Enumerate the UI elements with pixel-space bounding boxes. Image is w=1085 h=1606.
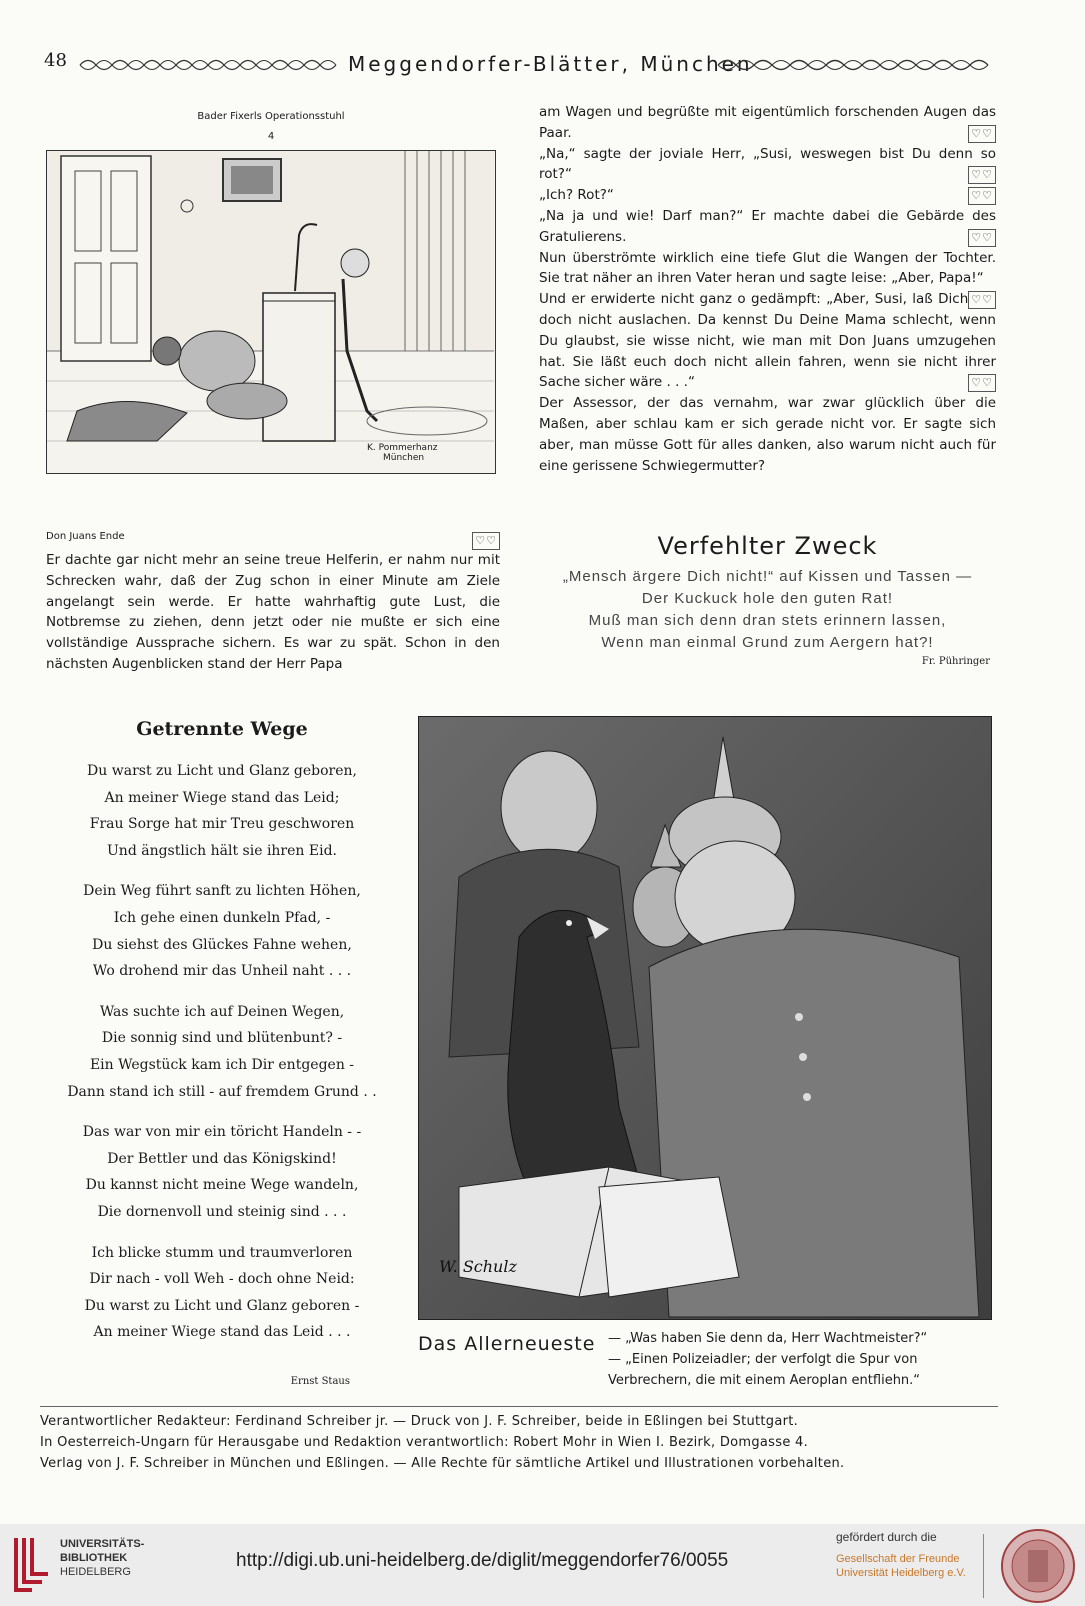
story-paragraph [539, 102, 996, 144]
story-subtitle: Don Juans Ende [46, 531, 125, 542]
sponsor-divider [983, 1534, 984, 1598]
story-paragraph-text: „Ich? Rot?“ [539, 187, 614, 204]
poem-stanza [46, 878, 398, 984]
poem-line: Ich blicke stumm und traumverloren [91, 1244, 353, 1261]
story-paragraph-text: am Wagen und begrüßte mit eigentümlich forschenden Augen das Paar. [539, 104, 996, 141]
university-seal-icon [1000, 1528, 1076, 1604]
poem-line: Ein Wegstück kam ich Dir entgegen - [89, 1056, 355, 1073]
illustration1-signature [367, 443, 438, 463]
sponsor-name [836, 1552, 966, 1580]
heart-ornament-icon: ♡♡ [472, 532, 500, 550]
poem-line: Du warst zu Licht und Glanz geboren - [84, 1297, 360, 1314]
sponsor-label: gefördert durch die [836, 1530, 937, 1544]
poem-line: Frau Sorge hat mir Treu geschworen [89, 816, 355, 833]
story-paragraph [539, 144, 996, 186]
poem-line: Die sonnig sind und blütenbunt? - [101, 1030, 343, 1047]
poem-gw-title: Getrennte Wege [136, 718, 308, 740]
heart-ornament-icon: ♡♡ [968, 229, 996, 247]
story-left-text: Er dachte gar nicht mehr an seine treue Helferin, er nahm nur mit Schrecken wahr, daß der Zug schon in einer Minute am Ziele angelangt sein werde. Er hatte wahrhaftig gute Lust, die Notbremse zu ziehen, denn jetzt oder nie mußte er sich eine vollständige Aussprache sichern. Es war zu spät. Schon in den nächsten Augenblicken stand der Herr Papa [46, 552, 500, 672]
story-paragraph [539, 185, 996, 206]
illustration1-title: Bader Fixerls Operationsstuhl [197, 111, 345, 122]
caption-line: — „Einen Polizeiadler; der verfolgt die Spur von [608, 1352, 918, 1367]
illustration1-drawing [47, 151, 494, 472]
story-subtitle-row [46, 530, 500, 547]
imprint-line: Verantwortlicher Redakteur: Ferdinand Schreiber jr. — Druck von J. F. Schreiber, beide in Eßlingen bei Stuttgart. [40, 1414, 799, 1429]
story-paragraph [539, 289, 996, 393]
poem-vz-author: Fr. Pühringer [921, 656, 990, 667]
poem-line: Dann stand ich still - auf fremdem Grund . . [67, 1083, 377, 1100]
poem-gw-body [46, 758, 398, 1360]
poem-line: Du siehst des Glückes Fahne wehen, [92, 936, 352, 953]
poem-line: Das war von mir ein töricht Handeln - - [82, 1124, 362, 1141]
poem-line: Und ängstlich hält sie ihren Eid. [107, 842, 337, 859]
poem-line: Was suchte ich auf Deinen Wegen, [99, 1003, 345, 1020]
poem-gw-author: Ernst Staus [290, 1376, 350, 1387]
illustration1-signature-name: K. Pommerhanz [367, 443, 438, 453]
illustration2-title: Das Allerneueste [418, 1333, 596, 1355]
illustration1-caption [46, 107, 496, 147]
header-title: Meggendorfer-Blätter, München [348, 52, 753, 76]
caption-line: — „Was haben Sie denn da, Herr Wachtmeister?“ [608, 1331, 928, 1346]
library-name-line: BIBLIOTHEK [60, 1552, 128, 1564]
imprint-line: Verlag von J. F. Schreiber in München und Eßlingen. — Alle Rechte für sämtliche Artikel und Illustrationen vorbehalten. [40, 1456, 845, 1471]
poem-line: Der Bettler und das Königskind! [107, 1150, 337, 1167]
caption-line: Verbrechern, die mit einem Aeroplan entfliehn.“ [608, 1373, 921, 1388]
header-ornament-right [716, 56, 998, 74]
poem-stanza [46, 758, 398, 864]
story-paragraph-text: „Na,“ sagte der joviale Herr, „Susi, weswegen bist Du denn so rot?“ [539, 145, 996, 183]
heart-ornament-icon: ♡♡ [968, 125, 996, 143]
poem-line: Die dornenvoll und steinig sind . . . [97, 1203, 347, 1220]
heart-ornament-icon: ♡♡ [968, 166, 996, 184]
imprint-divider [40, 1406, 998, 1407]
imprint [40, 1411, 1000, 1474]
heart-ornament-icon: ♡♡ [968, 291, 996, 309]
page-number: 48 [44, 50, 67, 71]
illustration2-signature: W. Schulz [439, 1257, 517, 1276]
story-paragraph-text: Und er erwiderte nicht ganz o gedämpft: „Aber, Susi, laß Dich doch nicht auslachen. Da kennst Du Deine Mama schlecht, wenn Du glaubst, sie wisse nicht, wie man mit Don Juans umzugehen hat. Sie läßt euch doch nicht allein fahren, wenn sie nicht ihrer Sache sicher wäre . . .“ [539, 291, 996, 391]
poem-line: An meiner Wiege stand das Leid . . . [93, 1324, 351, 1341]
poem-stanza [46, 999, 398, 1105]
poem-stanza [46, 1240, 398, 1346]
illustration2-drawing [419, 717, 991, 1319]
sponsor-name-line: Universität Heidelberg e.V. [836, 1567, 966, 1579]
story-paragraph-text: Nun überströmte wirklich eine tiefe Glut die Wangen der Tochter. Sie trat näher an ihren Vater heran und sagte leise: „Aber, Papa!“ [539, 249, 996, 287]
poem-line: Du warst zu Licht und Glanz geboren, [87, 763, 357, 779]
poem-line: Ich gehe einen dunkeln Pfad, - [113, 909, 331, 926]
illustration2-caption [608, 1328, 996, 1391]
university-library-logo-icon [12, 1532, 52, 1596]
library-name-line: HEIDELBERG [60, 1566, 131, 1578]
poem-line: Dir nach - voll Weh - doch ohne Neid: [89, 1271, 355, 1288]
story-paragraph [539, 393, 996, 476]
header-ornament-left [78, 56, 340, 74]
imprint-line: In Oesterreich-Ungarn für Herausgabe und Redaktion verantwortlich: Robert Mohr in Wien I. Bezirk, Domgasse 4. [40, 1435, 809, 1450]
poem-line: Du kannst nicht meine Wege wandeln, [85, 1177, 359, 1194]
story-paragraph-text: Der Assessor, der das vernahm, war zwar glücklich über die Maßen, aber schlau kam er sich gerade nicht vor. Er sagte sich aber, man müsse Gott für alles danken, also warum nicht auch für eine gerissene Schwiegermutter? [539, 395, 996, 474]
poem-line: Der Kuckuck hole den guten Rat! [641, 590, 894, 607]
poem-line: „Mensch ärgere Dich nicht!“ auf Kissen und Tassen — [562, 568, 973, 585]
poem-vz-title: Verfehlter Zweck [657, 532, 878, 560]
heart-ornament-icon: ♡♡ [968, 187, 996, 205]
poem-line: Wenn man einmal Grund zum Aergern hat?! [601, 634, 934, 651]
illustration2-police-eagle [418, 716, 992, 1320]
poem-line: Dein Weg führt sanft zu lichten Höhen, [83, 883, 361, 900]
library-name [60, 1537, 144, 1579]
illustration1-signature-city: München [383, 453, 425, 463]
sponsor-name-line: Gesellschaft der Freunde [836, 1553, 960, 1565]
digitization-url-link[interactable]: http://digi.ub.uni-heidelberg.de/diglit/meggendorfer76/0055 [236, 1550, 729, 1571]
story-right-column [539, 102, 996, 476]
poem-line: Muß man sich denn dran stets erinnern lassen, [588, 612, 947, 629]
poem-line: An meiner Wiege stand das Leid; [104, 789, 340, 806]
heart-ornament-icon: ♡♡ [968, 374, 996, 392]
library-name-line: UNIVERSITÄTS- [60, 1538, 145, 1550]
story-paragraph [539, 206, 996, 248]
poem-stanza [46, 1119, 398, 1225]
story-paragraph [539, 248, 996, 307]
story-left-column [46, 530, 500, 675]
illustration1-barber-chair [46, 150, 496, 474]
story-paragraph-text: „Na ja und wie! Darf man?“ Er machte dabei die Gebärde des Gratulierens. [539, 207, 996, 245]
poem-vz-body [539, 566, 996, 654]
illustration1-number: 4 [267, 131, 275, 142]
poem-line: Wo drohend mir das Unheil naht . . . [92, 963, 352, 980]
